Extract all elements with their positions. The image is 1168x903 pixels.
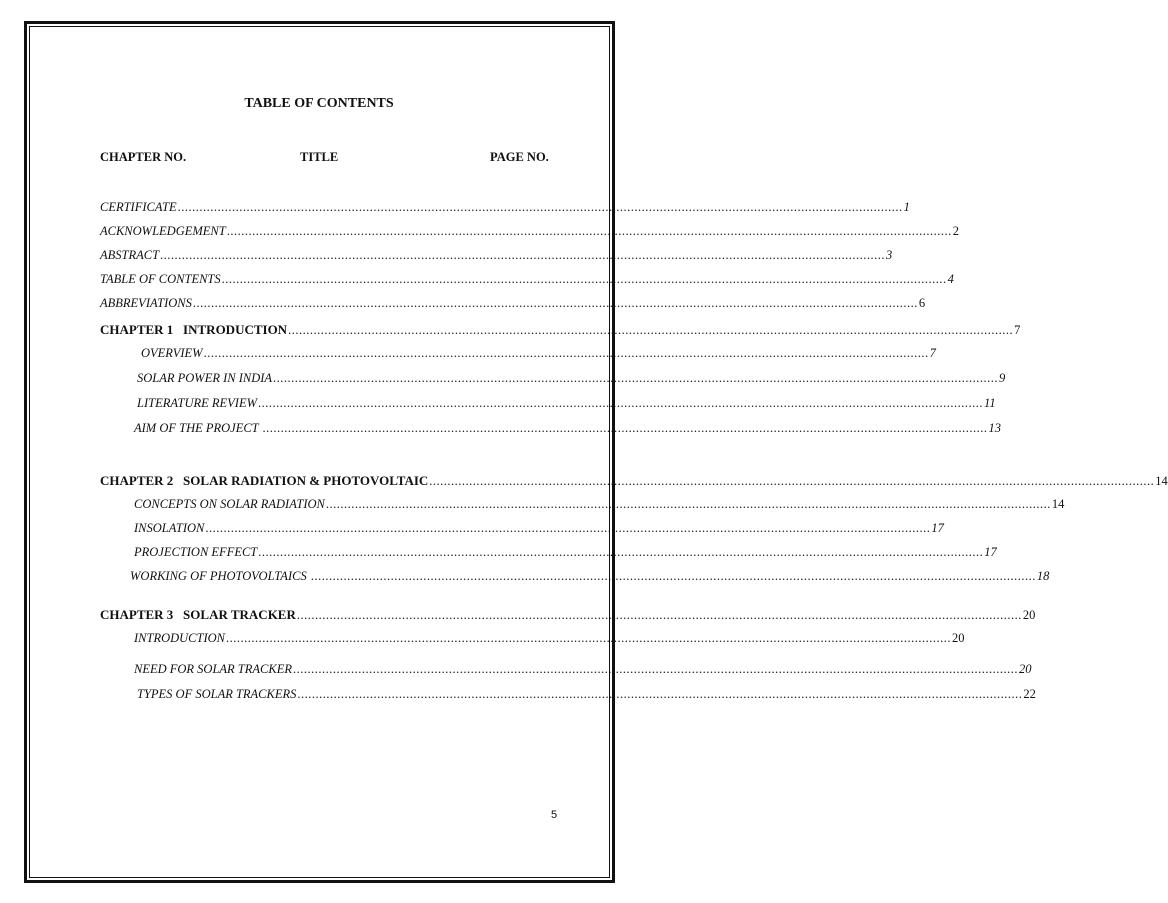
toc-entry-table-of-contents[interactable]	[100, 272, 954, 290]
toc-entry-label: WORKING OF PHOTOVOLTAICS	[130, 569, 310, 583]
toc-chapter-1[interactable]	[100, 322, 1021, 340]
leader-dots: ........................................................................................................................................................................................................	[297, 687, 1023, 701]
toc-entry-introduction[interactable]	[134, 631, 965, 649]
toc-entry-certificate[interactable]	[100, 200, 910, 218]
column-chapter-no: CHAPTER NO.	[100, 150, 187, 164]
leader-dots: ........................................................................................................................................................................................................	[221, 272, 947, 286]
page-number: 5	[551, 809, 558, 821]
leader-dots: ........................................................................................................................................................................................................	[205, 521, 931, 535]
leader-dots: ........................................................................................................................................................................................................	[429, 474, 1155, 488]
leader-dots: ........................................................................................................................................................................................................	[310, 569, 1036, 583]
toc-entry-page: 1	[903, 200, 910, 214]
toc-entry-label: AIM OF THE PROJECT	[134, 421, 262, 435]
toc-entry-label: NEED FOR SOLAR TRACKER	[134, 662, 292, 676]
toc-entry-need-for-solar-tracker[interactable]	[134, 662, 1032, 680]
toc-chapter-3[interactable]	[100, 607, 1036, 625]
toc-entry-concepts-on-solar-radiation[interactable]	[134, 497, 1065, 515]
toc-entry-page: 18	[1036, 569, 1050, 583]
toc-entry-insolation[interactable]	[134, 521, 944, 539]
toc-entry-literature-review[interactable]	[137, 396, 996, 414]
toc-entry-page: 3	[886, 248, 893, 262]
toc-entry-page: 2	[952, 224, 959, 238]
toc-entry-label: TYPES OF SOLAR TRACKERS	[137, 687, 297, 701]
toc-entry-abbreviations[interactable]	[100, 296, 926, 314]
leader-dots: ........................................................................................................................................................................................................	[258, 396, 984, 410]
toc-entry-page: 14	[1155, 474, 1168, 488]
toc-entry-label: SOLAR POWER IN INDIA	[137, 371, 273, 385]
leader-dots: ........................................................................................................................................................................................................	[160, 248, 886, 262]
toc-entry-working-of-photovoltaics[interactable]	[130, 569, 1050, 587]
toc-entry-label: CONCEPTS ON SOLAR RADIATION	[134, 497, 325, 511]
toc-entry-acknowledgement[interactable]	[100, 224, 959, 242]
toc-entry-label: TABLE OF CONTENTS	[100, 272, 221, 286]
toc-entry-page: 9	[999, 371, 1006, 385]
toc-entry-label: LITERATURE REVIEW	[137, 396, 258, 410]
leader-dots: ........................................................................................................................................................................................................	[288, 323, 1014, 337]
toc-chapter-label: CHAPTER 2 SOLAR RADIATION & PHOTOVOLTAIC	[100, 473, 429, 488]
toc-entry-page: 11	[984, 396, 996, 410]
toc-entry-solar-power-in-india[interactable]	[137, 371, 1006, 389]
toc-entry-page: 20	[1018, 662, 1032, 676]
toc-entry-page: 4	[947, 272, 954, 286]
toc-entry-page: 6	[918, 296, 926, 310]
toc-entry-page: 17	[984, 545, 997, 559]
leader-dots: ........................................................................................................................................................................................................	[258, 545, 984, 559]
toc-entry-label: ABBREVIATIONS	[100, 296, 192, 310]
toc-entry-abstract[interactable]	[100, 248, 893, 266]
toc-entry-aim-of-the-project[interactable]	[134, 421, 1002, 439]
toc-entry-page: 17	[931, 521, 944, 535]
leader-dots: ........................................................................................................................................................................................................	[325, 497, 1051, 511]
leader-dots: ........................................................................................................................................................................................................	[262, 421, 988, 435]
toc-entry-label: OVERVIEW	[141, 346, 203, 360]
column-page-no: PAGE NO.	[490, 150, 549, 164]
toc-entry-label: ACKNOWLEDGEMENT	[100, 224, 226, 238]
toc-entry-types-of-solar-trackers[interactable]	[137, 687, 1036, 705]
leader-dots: ........................................................................................................................................................................................................	[192, 296, 918, 310]
leader-dots: ........................................................................................................................................................................................................	[273, 371, 999, 385]
toc-entry-page: 7	[929, 346, 936, 360]
toc-entry-label: INSOLATION	[134, 521, 205, 535]
toc-chapter-label: CHAPTER 1 INTRODUCTION	[100, 322, 288, 337]
toc-entry-page: 7	[1014, 323, 1021, 337]
column-title: TITLE	[300, 150, 339, 164]
toc-chapter-label: CHAPTER 3 SOLAR TRACKER	[100, 607, 296, 622]
toc-chapter-2[interactable]	[100, 473, 1168, 491]
toc-entry-page: 14	[1051, 497, 1065, 511]
toc-entry-page: 13	[988, 421, 1002, 435]
toc-entry-page: 20	[1022, 608, 1036, 622]
toc-entry-label: INTRODUCTION	[134, 631, 225, 645]
toc-entry-label: CERTIFICATE	[100, 200, 177, 214]
toc-entry-label: ABSTRACT	[100, 248, 160, 262]
leader-dots: ........................................................................................................................................................................................................	[226, 224, 952, 238]
leader-dots: ........................................................................................................................................................................................................	[292, 662, 1018, 676]
leader-dots: ........................................................................................................................................................................................................	[296, 608, 1022, 622]
toc-entry-projection-effect[interactable]	[134, 545, 997, 563]
leader-dots: ........................................................................................................................................................................................................	[177, 200, 903, 214]
leader-dots: ........................................................................................................................................................................................................	[203, 346, 929, 360]
toc-entry-label: PROJECTION EFFECT	[134, 545, 258, 559]
toc-heading: TABLE OF CONTENTS	[244, 96, 394, 111]
leader-dots: ........................................................................................................................................................................................................	[226, 631, 951, 645]
toc-entry-page: 20	[952, 631, 965, 645]
toc-entry-overview[interactable]	[141, 346, 936, 364]
toc-entry-page: 22	[1023, 687, 1036, 701]
